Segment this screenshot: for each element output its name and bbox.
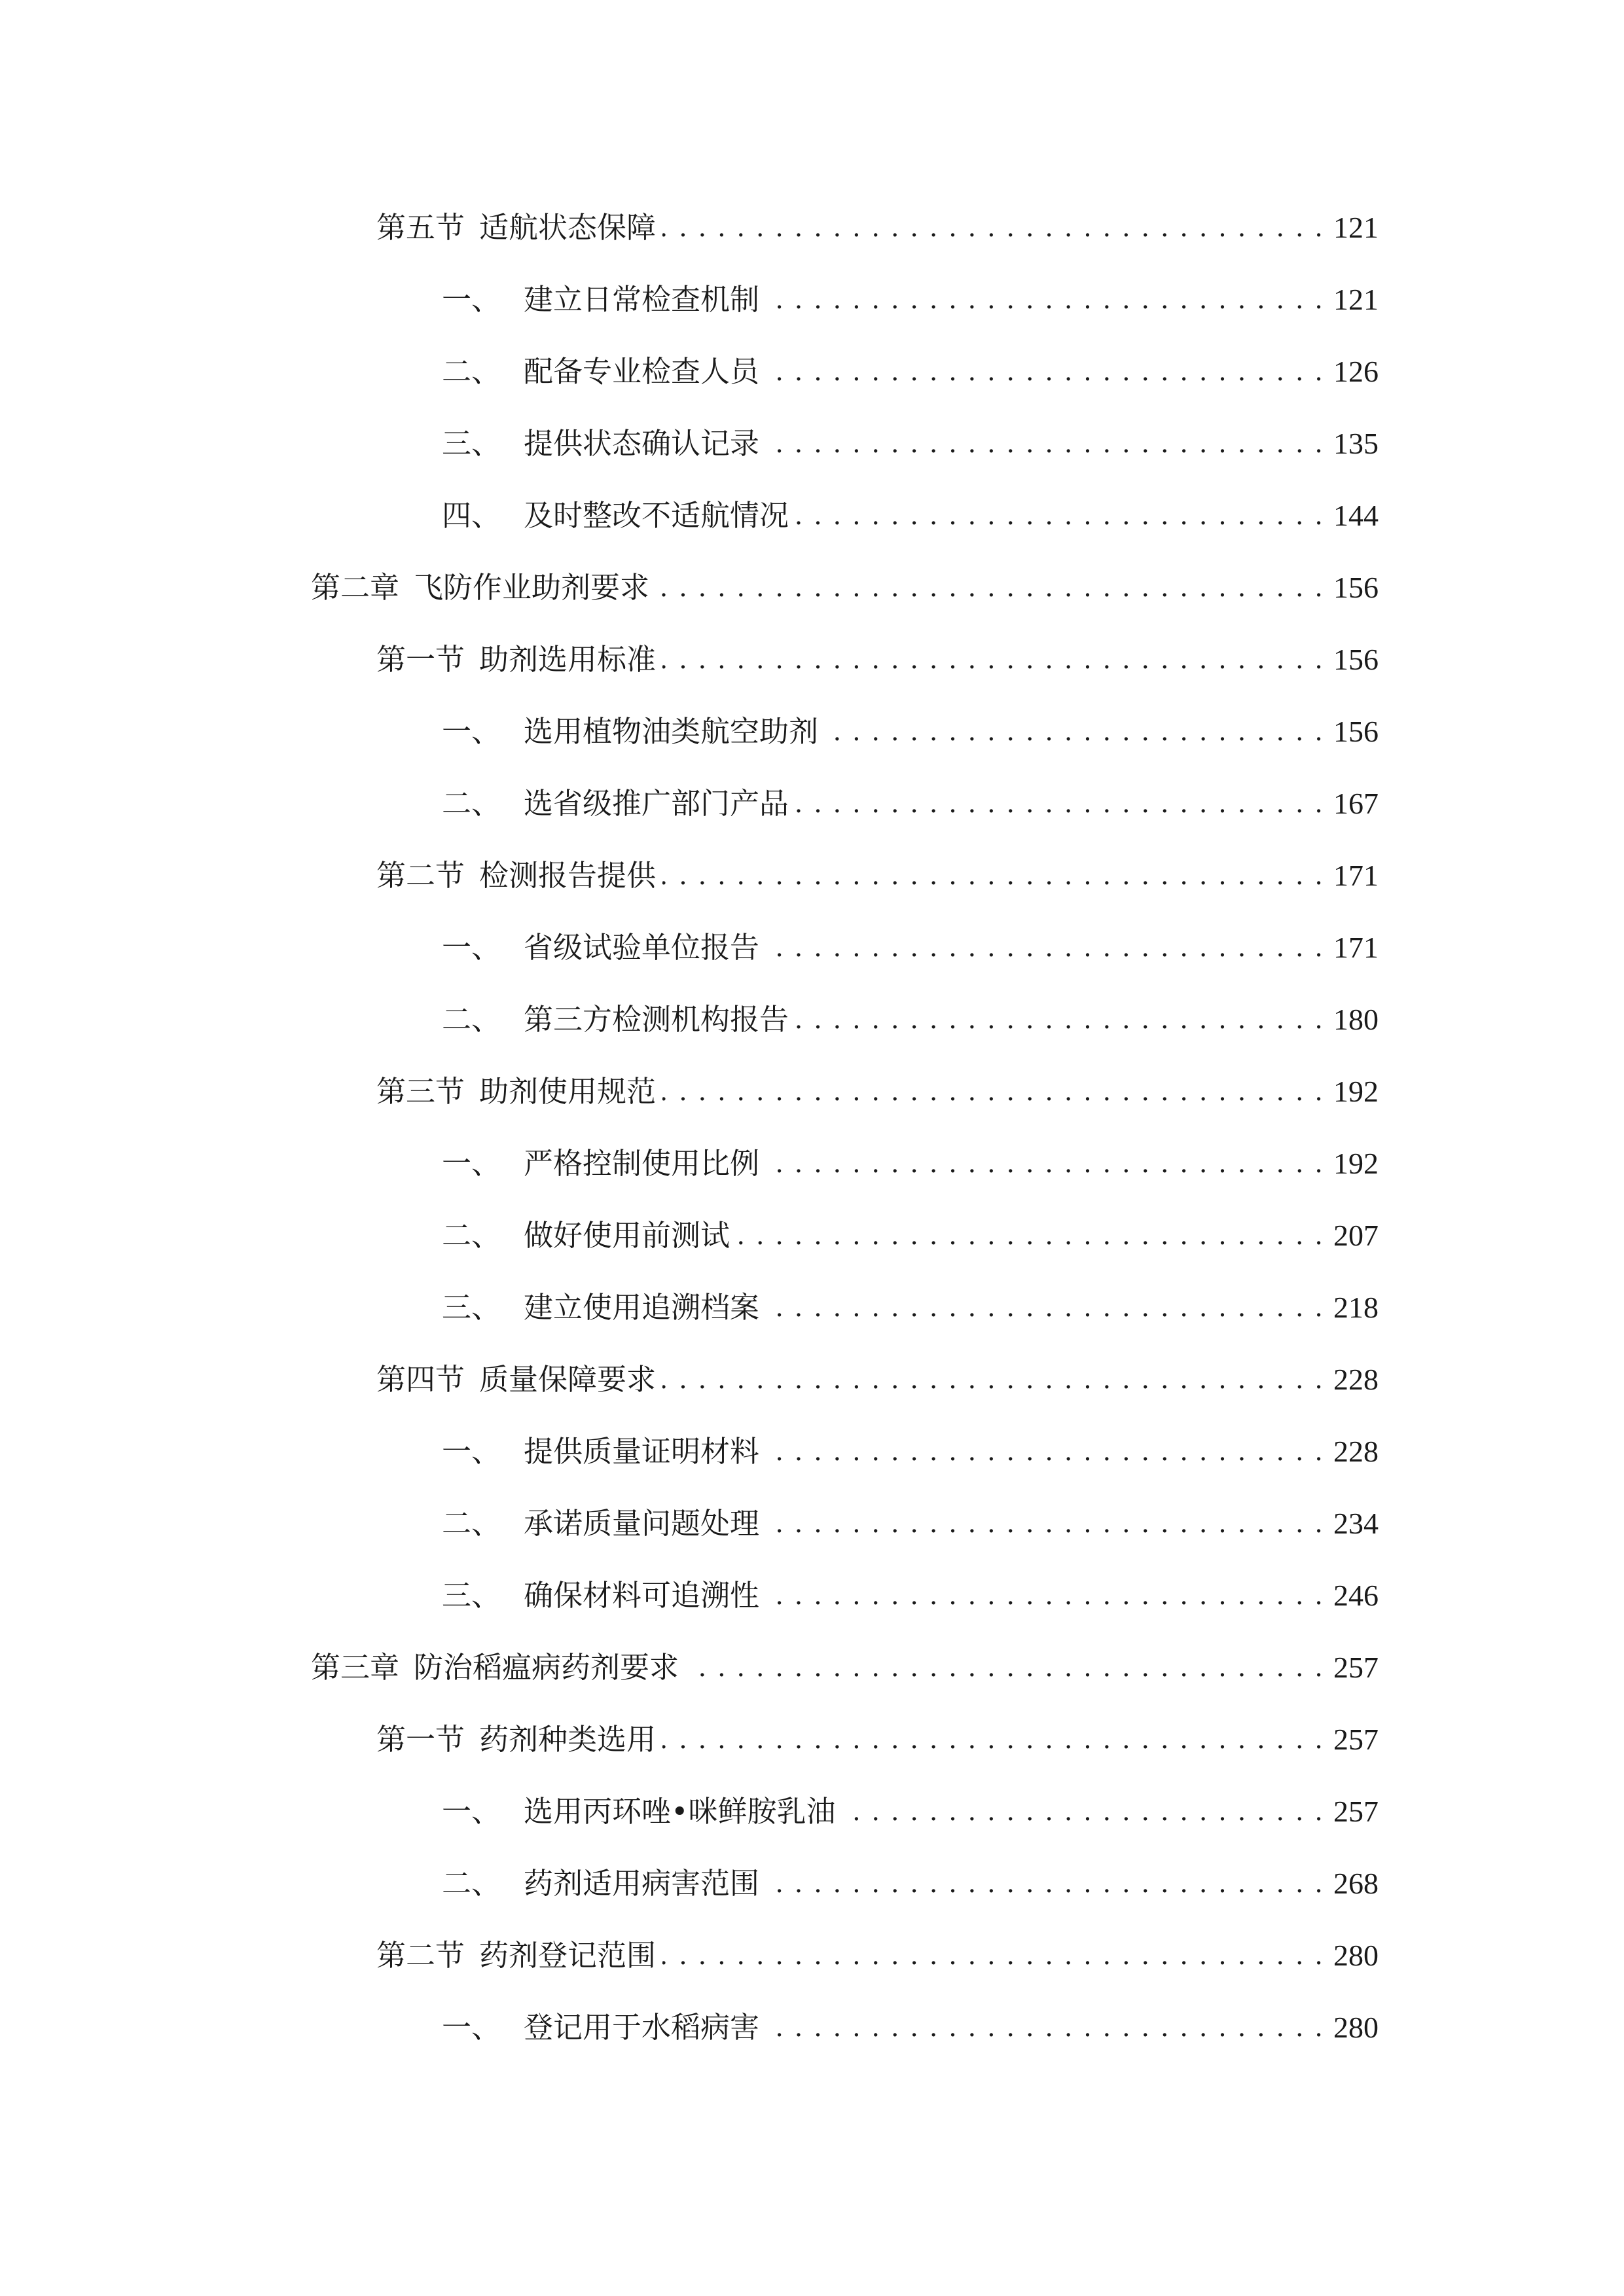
entry-number: 一、 (442, 930, 501, 965)
entry-title: 防治稻瘟病药剂要求 (414, 1650, 679, 1685)
page-number: 156 (1333, 715, 1379, 748)
toc-entry-section[interactable] (376, 850, 1379, 902)
page-number: 156 (1333, 643, 1379, 676)
toc-entry-section[interactable] (376, 1354, 1379, 1406)
page-number: 156 (1333, 571, 1379, 604)
entry-title: 飞防作业助剂要求 (414, 570, 650, 605)
entry-title: 选用丙环唑•咪鲜胺乳油 (524, 1794, 836, 1829)
toc-entry-item[interactable] (442, 490, 1379, 542)
page-number: 246 (1333, 1579, 1379, 1612)
page-number: 257 (1333, 1723, 1379, 1756)
dot-leader (766, 274, 1324, 326)
toc-entry-item[interactable] (442, 274, 1379, 326)
entry-title: 承诺质量问题处理 (524, 1506, 760, 1541)
entry-number: 一、 (442, 1794, 501, 1829)
entry-title: 提供状态确认记录 (524, 426, 760, 461)
toc-entry-section[interactable] (376, 1929, 1379, 1982)
page-number: 280 (1333, 1939, 1379, 1972)
dot-leader (685, 1641, 1324, 1694)
page-number: 171 (1333, 931, 1379, 964)
dot-leader (656, 562, 1324, 614)
toc-entry-section[interactable] (376, 634, 1379, 686)
entry-title: 检测报告提供 (479, 858, 657, 893)
toc-entry-item[interactable] (442, 1210, 1379, 1262)
entry-title: 提供质量证明材料 (524, 1434, 760, 1469)
entry-number: 第二节 (376, 1938, 465, 1973)
page-number: 135 (1333, 427, 1379, 460)
page-number: 121 (1333, 211, 1379, 244)
page-number: 218 (1333, 1291, 1379, 1324)
page-number: 234 (1333, 1507, 1379, 1540)
page-number: 228 (1333, 1435, 1379, 1468)
entry-title: 适航状态保障 (479, 210, 657, 245)
dot-leader (662, 1929, 1324, 1982)
dot-leader (662, 850, 1324, 902)
toc-entry-chapter[interactable] (311, 1641, 1379, 1694)
toc-entry-section[interactable] (376, 202, 1379, 254)
entry-title: 选用植物油类航空助剂 (524, 714, 819, 749)
entry-number: 一、 (442, 282, 501, 317)
toc-entry-item[interactable] (442, 706, 1379, 758)
dot-leader (662, 1354, 1324, 1406)
dot-leader (795, 994, 1324, 1046)
entry-number: 第三章 (311, 1650, 400, 1685)
entry-number: 二、 (442, 354, 501, 389)
toc-entry-item[interactable] (442, 1138, 1379, 1190)
entry-title: 建立日常检查机制 (524, 282, 760, 317)
page-number: 126 (1333, 355, 1379, 388)
entry-number: 第三节 (376, 1074, 465, 1109)
toc-entry-item[interactable] (442, 922, 1379, 974)
entry-number: 一、 (442, 714, 501, 749)
entry-number: 二、 (442, 1866, 501, 1901)
entry-title: 建立使用追溯档案 (524, 1290, 760, 1325)
entry-title: 药剂适用病害范围 (524, 1866, 760, 1901)
entry-title: 严格控制使用比例 (524, 1146, 760, 1181)
page-number: 171 (1333, 859, 1379, 892)
dot-leader (662, 1066, 1324, 1118)
dot-leader (766, 1498, 1324, 1550)
dot-leader (766, 1426, 1324, 1478)
entry-number: 二、 (442, 1506, 501, 1541)
dot-leader (766, 1857, 1324, 1910)
toc-entry-item[interactable] (442, 1498, 1379, 1550)
entry-number: 一、 (442, 2010, 501, 2045)
entry-number: 二、 (442, 1218, 501, 1253)
toc-entry-item[interactable] (442, 1426, 1379, 1478)
toc-entry-item[interactable] (442, 1570, 1379, 1622)
dot-leader (662, 1713, 1324, 1766)
dot-leader (736, 1210, 1324, 1262)
toc-entry-item[interactable] (442, 994, 1379, 1046)
entry-title: 及时整改不适航情况 (524, 498, 789, 533)
entry-number: 二、 (442, 1002, 501, 1037)
dot-leader (825, 706, 1324, 758)
dot-leader (766, 1570, 1324, 1622)
entry-number: 第四节 (376, 1362, 465, 1397)
page-number: 192 (1333, 1075, 1379, 1108)
entry-number: 三、 (442, 1290, 501, 1325)
dot-leader (766, 1138, 1324, 1190)
toc-entry-item[interactable] (442, 2001, 1379, 2054)
toc-entry-section[interactable] (376, 1713, 1379, 1766)
toc-entry-chapter[interactable] (311, 562, 1379, 614)
entry-title: 省级试验单位报告 (524, 930, 760, 965)
entry-title: 助剂选用标准 (479, 642, 657, 677)
entry-number: 三、 (442, 426, 501, 461)
entry-number: 一、 (442, 1434, 501, 1469)
entry-number: 四、 (442, 498, 501, 533)
dot-leader (766, 922, 1324, 974)
entry-number: 第一节 (376, 1722, 465, 1757)
page-number: 144 (1333, 499, 1379, 532)
page-number: 192 (1333, 1147, 1379, 1180)
page-number: 257 (1333, 1795, 1379, 1828)
dot-leader (766, 1282, 1324, 1334)
page-number: 228 (1333, 1363, 1379, 1396)
dot-leader (795, 490, 1324, 542)
toc-entry-item[interactable] (442, 346, 1379, 398)
entry-title: 确保材料可追溯性 (524, 1578, 760, 1613)
entry-title: 药剂登记范围 (479, 1938, 657, 1973)
entry-title: 选省级推广部门产品 (524, 786, 789, 821)
entry-number: 第二章 (311, 570, 400, 605)
entry-title: 助剂使用规范 (479, 1074, 657, 1109)
toc-entry-item[interactable] (442, 418, 1379, 470)
page-number: 268 (1333, 1867, 1379, 1900)
page-number: 207 (1333, 1219, 1379, 1252)
entry-title: 做好使用前测试 (524, 1218, 731, 1253)
entry-number: 二、 (442, 786, 501, 821)
page-number: 257 (1333, 1651, 1379, 1684)
entry-number: 第二节 (376, 858, 465, 893)
entry-number: 第五节 (376, 210, 465, 245)
entry-title: 第三方检测机构报告 (524, 1002, 789, 1037)
toc-entry-item[interactable] (442, 1857, 1379, 1910)
dot-leader (842, 1785, 1324, 1838)
entry-title: 配备专业检查人员 (524, 354, 760, 389)
page-number: 167 (1333, 787, 1379, 820)
dot-leader (795, 778, 1324, 830)
toc-entry-section[interactable] (376, 1066, 1379, 1118)
page-number: 180 (1333, 1003, 1379, 1036)
toc-entry-item[interactable] (442, 1785, 1379, 1838)
entry-title: 质量保障要求 (479, 1362, 657, 1397)
dot-leader (766, 2001, 1324, 2054)
dot-leader (662, 202, 1324, 254)
dot-leader (766, 418, 1324, 470)
page-number: 121 (1333, 283, 1379, 316)
entry-title: 药剂种类选用 (479, 1722, 657, 1757)
dot-leader (766, 346, 1324, 398)
entry-number: 三、 (442, 1578, 501, 1613)
entry-number: 一、 (442, 1146, 501, 1181)
toc-entry-item[interactable] (442, 778, 1379, 830)
entry-title: 登记用于水稻病害 (524, 2010, 760, 2045)
toc-entry-item[interactable] (442, 1282, 1379, 1334)
entry-number: 第一节 (376, 642, 465, 677)
dot-leader (662, 634, 1324, 686)
page-number: 280 (1333, 2011, 1379, 2044)
